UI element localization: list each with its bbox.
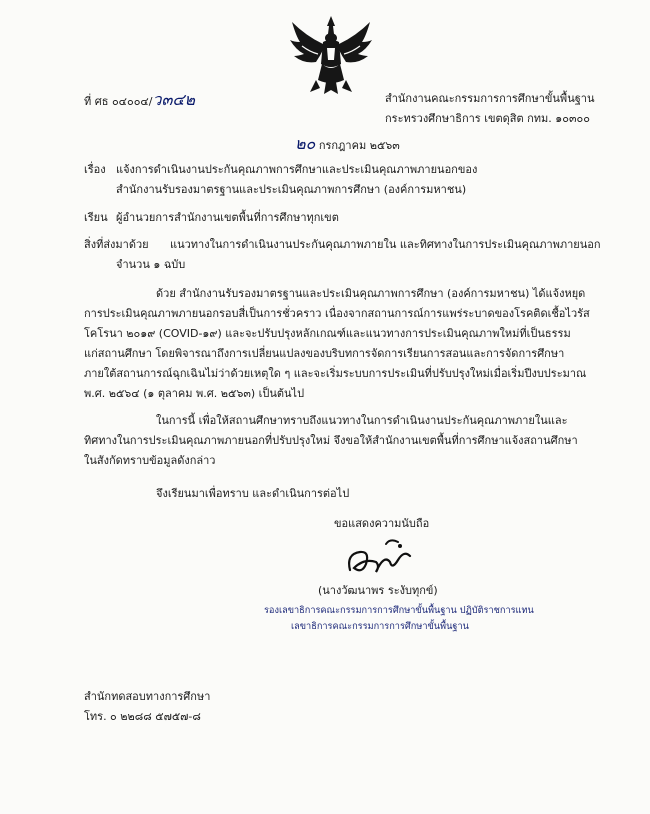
body-paragraph-2-line: ทิศทางในการประเมินคุณภาพภายนอกที่ปรับปรุงใหม่ จึงขอให้สำนักงานเขตพื้นที่การศึกษาแจ้งสถานศึกษา [84, 434, 578, 447]
garuda-emblem-icon [286, 14, 376, 96]
body-paragraph-1-line: แก่สถานศึกษา โดยพิจารณาถึงการเปลี่ยนแปลงของบริบทการจัดการเรียนการสอนและการจัดการศึกษา [84, 347, 565, 360]
closing-request: จึงเรียนมาเพื่อทราบ และดำเนินการต่อไป [156, 487, 350, 500]
date-month-year: กรกฎาคม ๒๕๖๓ [318, 139, 400, 152]
body-paragraph-1-line: การประเมินคุณภาพภายนอกรอบสี่เป็นการชั่วคราว เนื่องจากสถานการณ์การแพร่ระบาดของโรคติดเชื้อไวรัส [84, 307, 590, 320]
office-phone: โทร. ๐ ๒๒๘๘ ๕๗๕๗-๘ [84, 710, 201, 723]
enclosure-line-1: แนวทางในการดำเนินงานประกันคุณภาพภายใน และทิศทางในการประเมินคุณภาพภายนอก [170, 238, 601, 251]
sender-line-1: สำนักงานคณะกรรมการการศึกษาขั้นพื้นฐาน [385, 92, 595, 105]
body-paragraph-2-line: ในสังกัดทราบข้อมูลดังกล่าว [84, 454, 216, 467]
reference-number-handwritten: ว๓๔๒ [152, 90, 196, 109]
subject-label: เรื่อง [84, 163, 106, 176]
date-day-handwritten: ๒๐ [295, 134, 316, 153]
signer-title-1: รองเลขาธิการคณะกรรมการการศึกษาขั้นพื้นฐาน ปฏิบัติราชการแทน [264, 605, 534, 616]
body-paragraph-1-line: โคโรนา ๒๐๑๙ (COVID-๑๙) และจะปรับปรุงหลักเกณฑ์และแนวทางการประเมินคุณภาพใหม่ที่เป็นธรรม [84, 327, 571, 340]
body-paragraph-1-line: ภายใต้สถานการณ์ฉุกเฉินไม่ว่าด้วยเหตุใด ๆ และจะเริ่มระบบการประเมินที่ปรับปรุงใหม่เมื่อเริ่มปีงบประมาณ [84, 367, 587, 380]
body-paragraph-1-line: พ.ศ. ๒๕๖๔ (๑ ตุลาคม พ.ศ. ๒๕๖๓) เป็นต้นไป [84, 387, 305, 400]
reference-number [84, 90, 196, 109]
subject-line-1: แจ้งการดำเนินงานประกันคุณภาพการศึกษาและประเมินคุณภาพภายนอกของ [116, 163, 478, 176]
salutation: ขอแสดงความนับถือ [334, 517, 430, 530]
reference-number-printed: ๐๔๐๐๔/ [111, 95, 153, 108]
body-paragraph-2-line: ในการนี้ เพื่อให้สถานศึกษาทราบถึงแนวทางในการดำเนินงานประกันคุณภาพภายในและ [156, 414, 568, 427]
enclosure-label: สิ่งที่ส่งมาด้วย [84, 238, 149, 251]
handwritten-signature [342, 532, 422, 582]
recipient-label: เรียน [84, 211, 108, 224]
sender-line-2: กระทรวงศึกษาธิการ เขตดุสิต กทม. ๑๐๓๐๐ [385, 112, 590, 125]
signer-title-2: เลขาธิการคณะกรรมการการศึกษาขั้นพื้นฐาน [291, 621, 469, 632]
subject-line-2: สำนักงานรับรองมาตรฐานและประเมินคุณภาพการศึกษา (องค์การมหาชน) [116, 183, 467, 196]
enclosure-line-2: จำนวน ๑ ฉบับ [116, 258, 186, 271]
reference-prefix: ที่ ศธ [84, 95, 109, 108]
body-paragraph-1-line: ด้วย สำนักงานรับรองมาตรฐานและประเมินคุณภาพการศึกษา (องค์การมหาชน) ได้แจ้งหยุด [156, 287, 586, 300]
recipient: ผู้อำนวยการสำนักงานเขตพื้นที่การศึกษาทุกเขต [116, 211, 339, 224]
letter-date [295, 134, 400, 153]
signer-name: (นางวัฒนาพร ระงับทุกข์) [318, 584, 438, 597]
issuing-unit: สำนักทดสอบทางการศึกษา [84, 690, 211, 703]
